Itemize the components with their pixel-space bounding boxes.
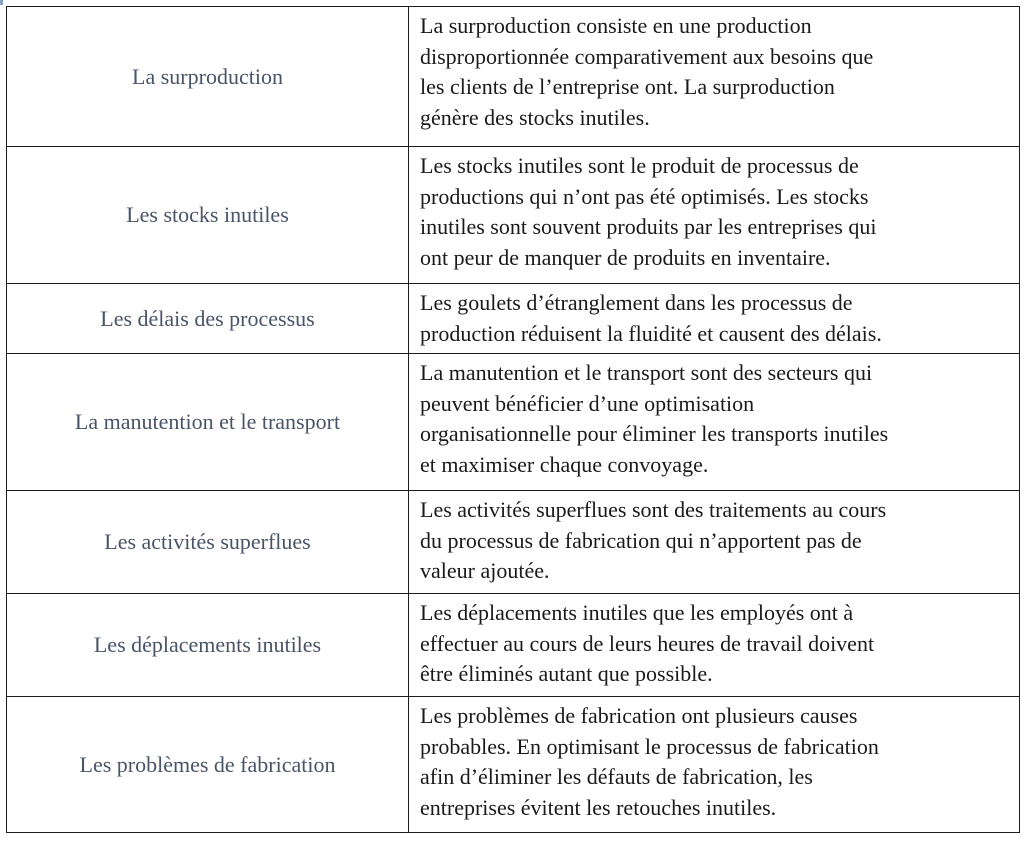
description-line: effectuer au cours de leurs heures de travail doivent <box>420 630 875 656</box>
description-cell <box>409 147 1020 284</box>
table-row <box>7 594 1020 697</box>
description-cell <box>409 491 1020 594</box>
description-line: Les goulets d’étranglement dans les processus de <box>420 290 853 315</box>
table-row <box>7 354 1020 491</box>
description-line: être éliminés autant que possible. <box>420 661 713 686</box>
description-line: afin d’éliminer les défauts de fabrication, les <box>420 764 813 789</box>
description-line: La manutention et le transport sont des secteurs qui <box>420 360 873 385</box>
description-line: productions qui n’ont pas été optimisés. Les stocks <box>420 183 869 209</box>
term-cell: Les activités superflues <box>7 491 409 594</box>
table-row <box>7 7 1020 147</box>
term-cell: Les déplacements inutiles <box>7 594 409 697</box>
description-cell <box>409 354 1020 491</box>
description-cell <box>409 7 1020 147</box>
table-row <box>7 284 1020 354</box>
description-line: du processus de fabrication qui n’apportent pas de <box>420 527 862 553</box>
description-cell <box>409 284 1020 354</box>
lean-wastes-table <box>6 6 1020 833</box>
description-line: La surproduction consiste en une production <box>420 13 812 38</box>
term-cell: Les délais des processus <box>7 284 409 354</box>
description-line: et maximiser chaque convoyage. <box>420 451 709 477</box>
description-line: inutiles sont souvent produits par les entreprises qui <box>420 214 877 239</box>
term-cell: La surproduction <box>7 7 409 147</box>
description-line: entreprises évitent les retouches inutiles. <box>420 794 777 820</box>
table-row <box>7 697 1020 833</box>
description-line: génère des stocks inutiles. <box>420 104 650 130</box>
description-line: ont peur de manquer de produits en inventaire. <box>420 244 831 270</box>
description-cell <box>409 697 1020 833</box>
term-cell: Les stocks inutiles <box>7 147 409 284</box>
description-line: Les activités superflues sont des traitements au cours <box>420 497 887 522</box>
description-line: Les déplacements inutiles que les employés ont à <box>420 600 854 625</box>
description-line: peuvent bénéficier d’une optimisation <box>420 390 755 416</box>
description-line: probables. En optimisant le processus de fabrication <box>420 733 879 759</box>
description-line: valeur ajoutée. <box>420 558 550 583</box>
term-cell: Les problèmes de fabrication <box>7 697 409 833</box>
term-cell: La manutention et le transport <box>7 354 409 491</box>
corner-mark <box>0 0 3 5</box>
description-line: production réduisent la fluidité et causent des délais. <box>420 320 882 346</box>
description-line: Les problèmes de fabrication ont plusieurs causes <box>420 703 858 728</box>
description-line: organisationnelle pour éliminer les transports inutiles <box>420 421 889 446</box>
description-line: les clients de l’entreprise ont. La surproduction <box>420 74 835 99</box>
table-row <box>7 147 1020 284</box>
description-line: Les stocks inutiles sont le produit de processus de <box>420 153 859 178</box>
description-line: disproportionnée comparativement aux besoins que <box>420 43 874 69</box>
table-row <box>7 491 1020 594</box>
description-cell <box>409 594 1020 697</box>
